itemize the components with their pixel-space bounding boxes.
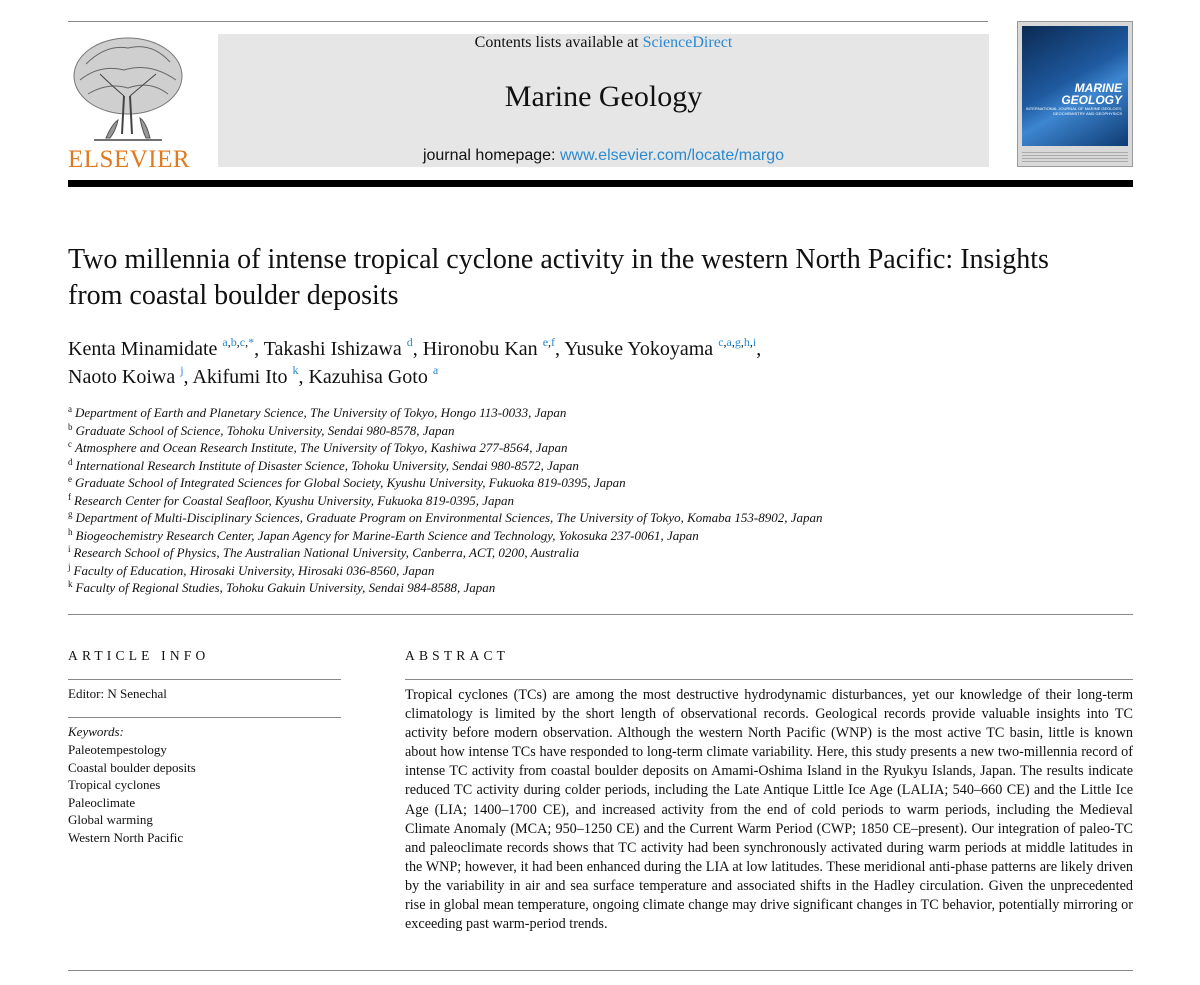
affiliation-item: $^k$ Faculty of Regional Studies, Tohoku Gakuin University, Sendai 984-8588, Japan bbox=[68, 579, 496, 595]
elsevier-wordmark: ELSEVIER bbox=[68, 146, 191, 173]
affiliation-item: $^b$ Graduate School of Science, Tohoku University, Sendai 980-8578, Japan bbox=[68, 421, 455, 438]
tree-of-knowledge-icon bbox=[66, 34, 190, 144]
abstract-heading: ABSTRACT bbox=[405, 648, 510, 663]
affiliation-ref[interactable]: i bbox=[752, 335, 757, 349]
editor-line: Editor: N Senechal bbox=[68, 686, 167, 701]
corresponding-author-mark[interactable]: * bbox=[248, 335, 255, 349]
affiliation-ref[interactable]: b bbox=[230, 335, 237, 349]
affiliation-ref[interactable]: k bbox=[292, 363, 299, 377]
article-title: Two millennia of intense tropical cyclone activity in the western North Pacific: Insights from coastal boulder deposits bbox=[68, 244, 1049, 311]
affiliation-ref[interactable]: d bbox=[406, 335, 413, 349]
affiliation-ref[interactable]: a bbox=[432, 363, 439, 377]
keyword-item[interactable]: Western North Pacific bbox=[68, 829, 184, 845]
affiliation-item: $^e$ Graduate School of Integrated Sciences for Global Society, Kyushu University, Fukuoka 819-0395, Japan bbox=[68, 474, 626, 490]
author-name: Takashi Ishizawa bbox=[263, 338, 402, 360]
affiliation-ref[interactable]: a bbox=[222, 335, 228, 349]
keyword-item[interactable]: Tropical cyclones bbox=[68, 777, 161, 792]
cover-fine-print bbox=[1022, 150, 1128, 162]
keywords-list bbox=[68, 741, 196, 846]
contents-prefix: Contents lists available at bbox=[474, 34, 639, 51]
affiliation-ref[interactable]: g bbox=[734, 335, 741, 349]
article-info-heading: ARTICLE INFO bbox=[68, 648, 210, 663]
affiliation-ref[interactable]: c bbox=[718, 335, 724, 349]
keyword-item[interactable]: Paleotempestology bbox=[68, 742, 167, 757]
article-info-rule bbox=[68, 679, 341, 680]
header-thick-rule bbox=[68, 180, 1133, 187]
affiliation-item: $^a$ Department of Earth and Planetary Science, The University of Tokyo, Hongo 113-0033, Japan bbox=[68, 404, 567, 420]
cover-title-line-1: MARINE bbox=[1074, 81, 1122, 95]
keywords-rule bbox=[68, 717, 341, 718]
affiliation-ref[interactable]: j bbox=[180, 363, 184, 377]
author-name: Akifumi Ito bbox=[192, 366, 288, 388]
affiliation-ref[interactable]: h bbox=[743, 335, 750, 349]
affiliation-item: $^g$ Department of Multi-Disciplinary Sciences, Graduate Program on Environmental Sciences, The University of Tokyo, Komaba 153-8902, Japan bbox=[68, 509, 823, 525]
homepage-link[interactable]: www.elsevier.com/locate/margo bbox=[559, 147, 785, 164]
keyword-item[interactable]: Paleoclimate bbox=[68, 794, 136, 810]
author-name: Yusuke Yokoyama bbox=[564, 338, 714, 360]
affiliation-ref[interactable]: e bbox=[542, 335, 549, 349]
affiliation-list bbox=[68, 404, 1128, 597]
affiliation-item: $^f$ Research Center for Coastal Seafloor, Kyushu University, Fukuoka 819-0395, Japan bbox=[68, 491, 515, 508]
affiliation-ref[interactable]: f bbox=[551, 335, 556, 349]
contents-line bbox=[218, 34, 989, 52]
journal-banner bbox=[218, 34, 989, 167]
affiliation-ref[interactable]: a bbox=[726, 335, 732, 349]
sciencedirect-link[interactable]: ScienceDirect bbox=[642, 34, 733, 51]
section-divider bbox=[68, 614, 1133, 615]
author-list: Kenta Minamidate $^{a,b,c,*}$, Takashi Ishizawa $^d$, Hironobu Kan $^{e,f}$, Yusuke Yokoyama $^{c,a,g,h,i}$, Naoto Koiwa $^j$, Akifumi Ito $^k$, Kazuhisa Goto $^a$ bbox=[68, 335, 762, 388]
affiliation-item: $^j$ Faculty of Education, Hirosaki University, Hirosaki 036-8560, Japan bbox=[68, 561, 435, 578]
homepage-prefix: journal homepage: bbox=[422, 147, 556, 164]
keyword-item[interactable]: Coastal boulder deposits bbox=[68, 759, 196, 775]
author-name: Naoto Koiwa bbox=[68, 366, 176, 388]
homepage-line bbox=[218, 147, 989, 165]
affiliation-ref[interactable]: c bbox=[239, 335, 246, 349]
cover-subtitle: INTERNATIONAL JOURNAL OF MARINE GEOLOGY, GEOCHEMISTRY AND GEOPHYSICS bbox=[1025, 106, 1122, 116]
keyword-item[interactable]: Global warming bbox=[68, 812, 153, 827]
affiliation-item: $^i$ Research School of Physics, The Australian National University, Canberra, ACT, 0200, Australia bbox=[68, 544, 580, 560]
affiliation-item: $^c$ Atmosphere and Ocean Research Institute, The University of Tokyo, Kashiwa 277-8564, Japan bbox=[68, 439, 568, 455]
journal-title: Marine Geology bbox=[504, 80, 703, 113]
keywords-label: Keywords: bbox=[68, 724, 124, 739]
abstract-text: Tropical cyclones (TCs) are among the most destructive hydrodynamic disturbances, yet our knowledge of their long-term climatology is limited by the short length of observational records. Geological records provide valuable insights into TC activity before modern observation. Although the western North Pacific (WNP) is the most active TC basin, little is known about how intense TCs have responded to long-term climate variability. Here, this study presents a new two-millennia record of intense TC activity from coastal boulder deposits on Amami-Oshima Island in the Ryukyu Islands, Japan. The results indicate reduced TC activity during colder periods, including the Late Antique Little Ice Age (LALIA; 540–660 CE) and the Little Ice Age (LIA; 1400–1700 CE), and increased activity from the end of cold periods to warm periods, including the Medieval Climate Anomaly (MCA; 950–1250 CE) and the Current Warm Period (CWP; 1850 CE–present). Our integration of paleo-TC and paleoclimate records shows that TC activity had been synchronously activated during warm periods at middle latitudes in the WNP; however, it had been enhanced during the LIA at low latitudes. These meridional anti-phase patterns are likely driven by the variability in air and sea surface temperature and associated shifts in the Hadley circulation. Given the unprecedented rise in global mean temperature, ongoing climate change may drive significant changes in TC behavior, potentially mirroring or exceeding past warm-period trends. bbox=[405, 687, 1133, 933]
cover-title-line-2: GEOLOGY bbox=[1061, 93, 1122, 107]
author-name: Kazuhisa Goto bbox=[308, 366, 428, 388]
affiliation-item: $^h$ Biogeochemistry Research Center, Japan Agency for Marine-Earth Science and Technology, Yokosuka 237-0061, Japan bbox=[68, 526, 699, 543]
bottom-rule bbox=[68, 970, 1133, 971]
cover-title bbox=[1022, 82, 1122, 116]
top-rule bbox=[68, 21, 988, 22]
cover-image bbox=[1022, 26, 1128, 146]
author-name: Kenta Minamidate bbox=[68, 338, 218, 360]
affiliation-item: $^d$ International Research Institute of Disaster Science, Tohoku University, Sendai 980-8572, Japan bbox=[68, 456, 579, 473]
elsevier-logo[interactable] bbox=[66, 34, 191, 173]
abstract-rule bbox=[405, 679, 1133, 680]
author-name: Hironobu Kan bbox=[422, 338, 538, 360]
journal-cover[interactable] bbox=[1017, 21, 1133, 167]
